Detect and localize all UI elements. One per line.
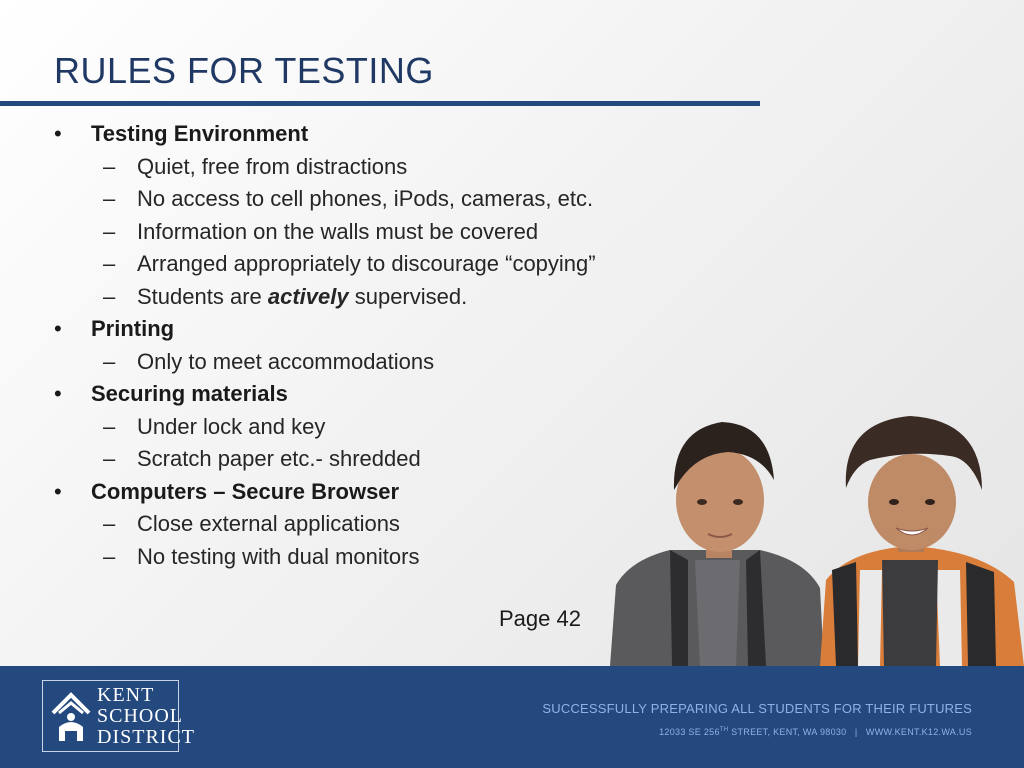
sub-bullet-text: Close external applications bbox=[137, 511, 400, 536]
bullet-heading bbox=[54, 476, 694, 509]
section-heading: Computers – Secure Browser bbox=[91, 478, 400, 504]
bullet-list bbox=[54, 118, 694, 573]
sub-bullet-text: Quiet, free from distractions bbox=[137, 153, 408, 179]
bullet-icon: • bbox=[54, 316, 62, 341]
sub-bullet bbox=[54, 248, 694, 281]
dash-icon: – bbox=[103, 251, 116, 276]
sub-bullet bbox=[54, 443, 694, 476]
sub-bullet bbox=[54, 151, 694, 184]
students-photo bbox=[610, 410, 1024, 666]
footer-bar bbox=[0, 666, 1024, 768]
address-rest: STREET, KENT, WA 98030 | WWW.KENT.K12.WA.US bbox=[728, 727, 972, 737]
school-house-icon bbox=[49, 689, 93, 745]
sub-bullet bbox=[54, 216, 694, 249]
logo-text bbox=[97, 685, 195, 748]
sub-bullet-text: Under lock and key bbox=[137, 413, 326, 439]
footer-address bbox=[659, 727, 972, 737]
sub-bullet bbox=[54, 508, 694, 541]
sub-bullet bbox=[54, 281, 694, 314]
page-number: Page 42 bbox=[499, 606, 581, 631]
sub-bullet-text-before: Students are bbox=[137, 283, 268, 309]
dash-icon: – bbox=[103, 283, 116, 309]
bullet-heading bbox=[54, 313, 694, 346]
dash-icon: – bbox=[103, 218, 116, 244]
sub-bullet bbox=[54, 183, 694, 216]
dash-icon: – bbox=[103, 186, 116, 211]
student-right bbox=[820, 416, 1024, 666]
bullet-icon: • bbox=[54, 478, 62, 504]
sub-bullet-text-after: supervised. bbox=[348, 283, 468, 309]
address-street-number: 12033 SE 256 bbox=[659, 727, 720, 737]
sub-bullet-text: Arranged appropriately to discourage “copying” bbox=[137, 251, 596, 276]
bullet-icon: • bbox=[54, 121, 62, 146]
title-underline bbox=[0, 101, 760, 106]
slide-title: RULES FOR TESTING bbox=[54, 50, 434, 91]
dash-icon: – bbox=[103, 348, 116, 374]
sub-bullet-text: No access to cell phones, iPods, cameras, etc. bbox=[137, 186, 594, 211]
sub-bullet-text: Only to meet accommodations bbox=[137, 348, 435, 374]
kent-school-district-logo bbox=[42, 680, 195, 752]
address-superscript: TH bbox=[719, 727, 729, 733]
logo-line-2: SCHOOL bbox=[97, 705, 184, 727]
dash-icon: – bbox=[103, 543, 116, 569]
bullet-heading bbox=[54, 118, 694, 151]
footer-tagline: SUCCESSFULLY PREPARING ALL STUDENTS FOR THEIR FUTURES bbox=[542, 701, 972, 716]
bullet-heading bbox=[54, 378, 694, 411]
dash-icon: – bbox=[103, 413, 116, 439]
sub-bullet bbox=[54, 411, 694, 444]
dash-icon: – bbox=[103, 446, 116, 471]
bullet-icon: • bbox=[54, 381, 62, 406]
emphasis-text: actively bbox=[267, 283, 349, 309]
sub-bullet bbox=[54, 346, 694, 379]
section-heading: Securing materials bbox=[91, 381, 288, 406]
sub-bullet-text: Scratch paper etc.- shredded bbox=[137, 446, 421, 471]
sub-bullet-text: Information on the walls must be covered bbox=[137, 218, 539, 244]
dash-icon: – bbox=[103, 153, 116, 179]
sub-bullet-text: No testing with dual monitors bbox=[137, 543, 420, 569]
section-heading: Testing Environment bbox=[91, 121, 309, 146]
logo-line-3: DISTRICT bbox=[97, 726, 195, 748]
logo-line-1: KENT bbox=[97, 684, 155, 706]
sub-bullet bbox=[54, 541, 694, 574]
student-left bbox=[610, 422, 824, 666]
section-heading: Printing bbox=[91, 316, 175, 341]
dash-icon: – bbox=[103, 511, 116, 536]
